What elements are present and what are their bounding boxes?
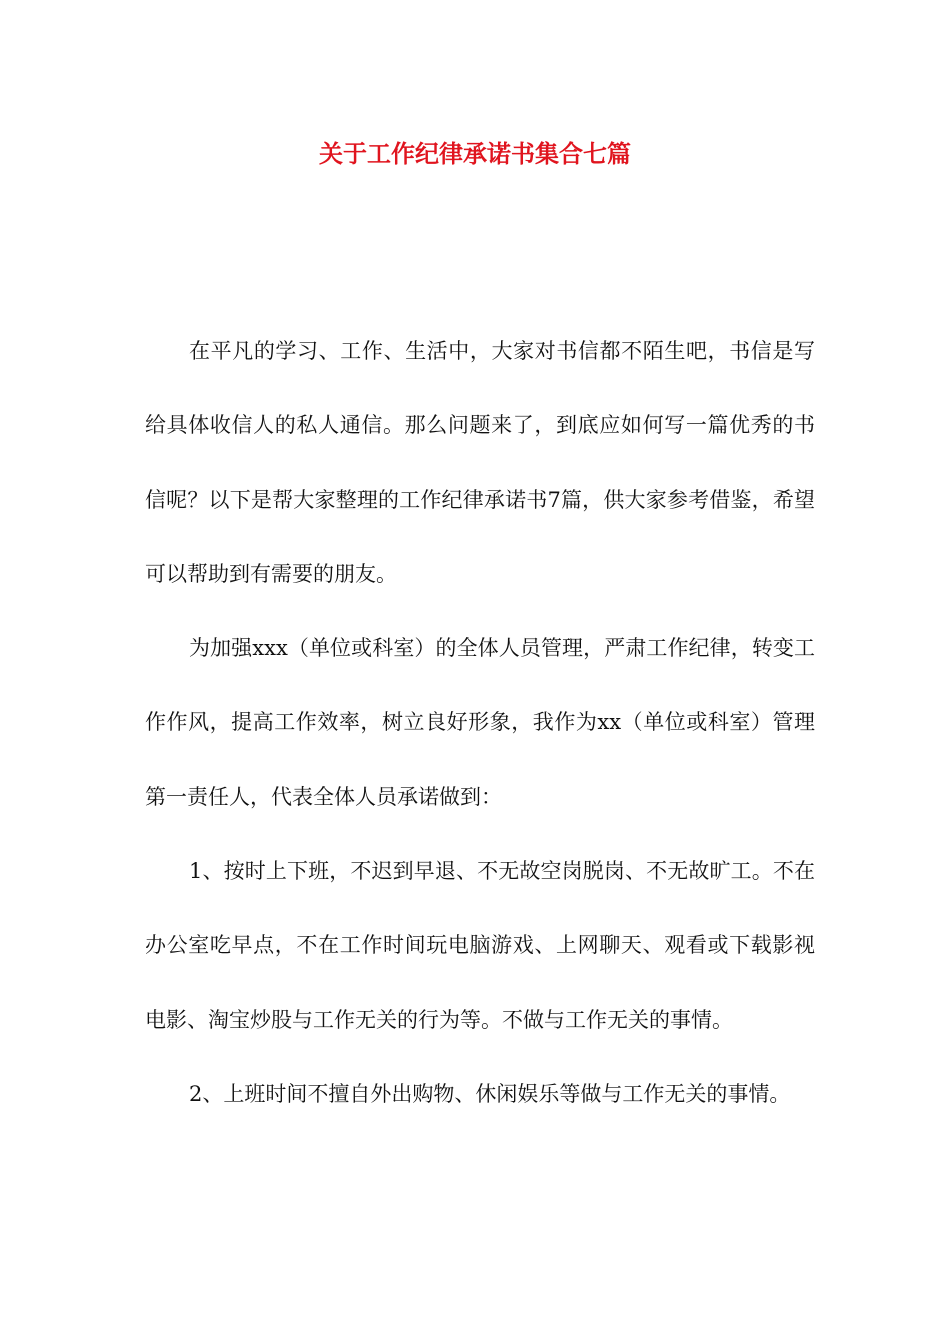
document-body — [145, 314, 815, 1131]
paragraph-item-1: 1、按时上下班，不迟到早退、不无故空岗脱岗、不无故旷工。不在办公室吃早点，不在工作时间玩电脑游戏、上网聊天、观看或下载影视电影、淘宝炒股与工作无关的行为等。不做与工作无关的事情。 — [145, 859, 815, 1032]
paragraph-commitment-preamble: 为加强xxx（单位或科室）的全体人员管理，严肃工作纪律，转变工作作风，提高工作效率，树立良好形象，我作为xx（单位或科室）管理第一责任人，代表全体人员承诺做到： — [145, 636, 815, 809]
document-title: 关于工作纪律承诺书集合七篇 — [319, 139, 631, 168]
paragraph-item-2: 2、上班时间不擅自外出购物、休闲娱乐等做与工作无关的事情。 — [189, 1081, 791, 1106]
paragraph-intro: 在平凡的学习、工作、生活中，大家对书信都不陌生吧，书信是写给具体收信人的私人通信。那么问题来了，到底应如何写一篇优秀的书信呢？以下是帮大家整理的工作纪律承诺书7篇，供大家参考借鉴，希望可以帮助到有需要的朋友。 — [145, 339, 815, 586]
